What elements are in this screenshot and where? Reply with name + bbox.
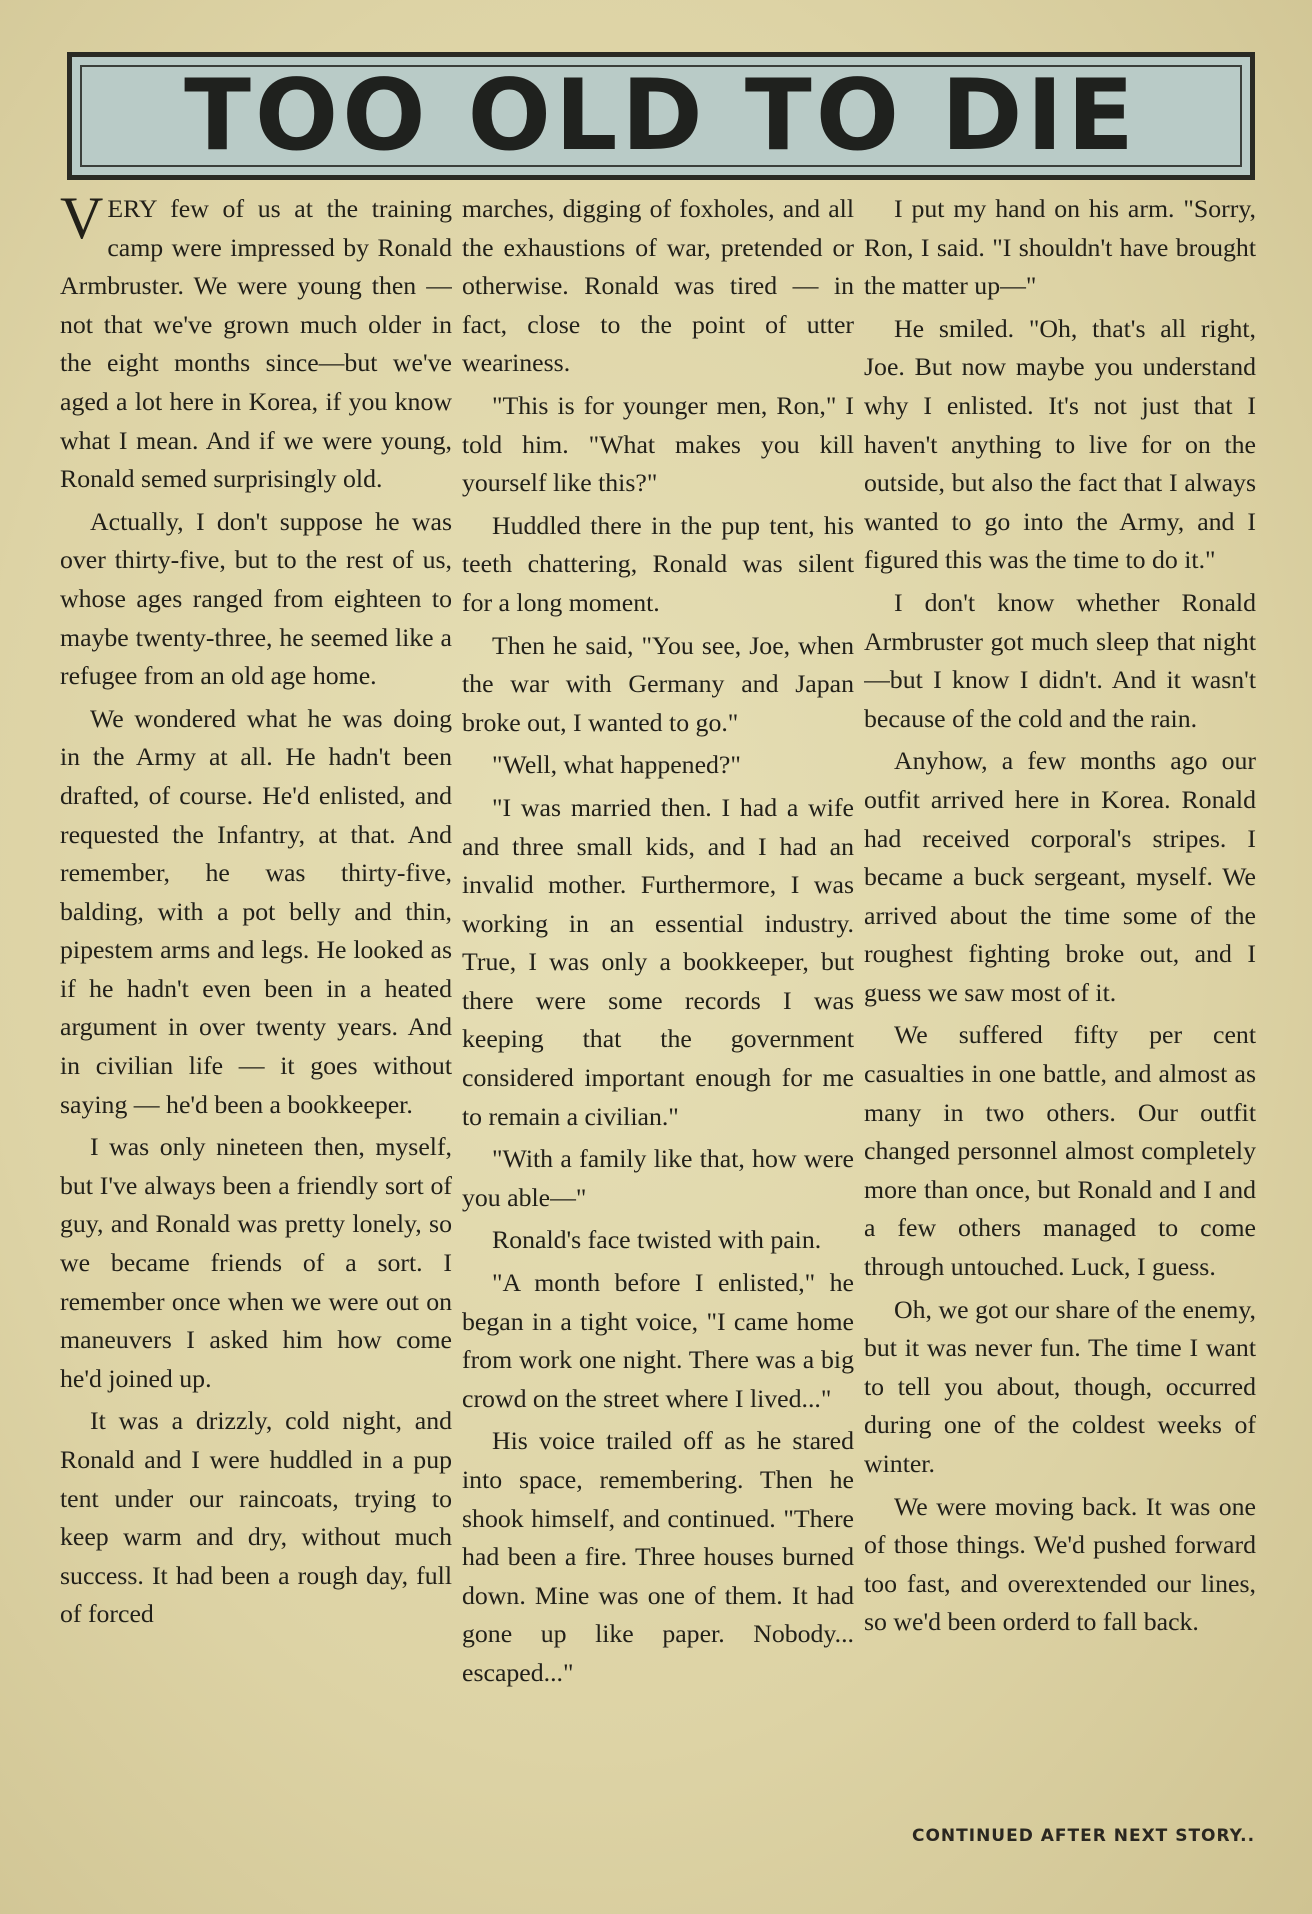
paragraph: "With a family like that, how were you able—" [462,1144,854,1212]
paragraph: "This is for younger men, Ron," I told him. "What makes you kill yourself like this?" [462,390,854,498]
column-2 [462,190,854,1810]
paragraph [60,190,452,499]
paragraph: Actually, I don't suppose he was over thirty-five, but to the rest of us, whose ages ranged from eighteen to maybe twenty-three, he seemed like a refugee from an old age home. [60,506,452,691]
story-title: TOO OLD TO DIE [184,59,1138,173]
paragraph: It was a drizzly, cold night, and Ronald and I were huddled in a pup tent under our raincoats, trying to keep warm and dry, without much success. It had been a rough day, full of forced [60,1406,452,1629]
paragraph: He smiled. "Oh, that's all right, Joe. But now maybe you understand why I enlisted. It's not just that I haven't anything to live for on the outside, but also the fact that I always wanted to go into the Army, and I figured this was the time to do it." [864,313,1256,575]
column-1 [60,190,452,1810]
paragraph: Ronald's face twisted with pain. [492,1225,822,1255]
paragraph: I don't know whether Ronald Armbruster got much sleep that night—but I know I didn't. And it wasn't because of the cold and the rain. [864,587,1256,733]
paragraph: "Well, what happened?" [492,750,741,780]
paragraph: marches, digging of foxholes, and all the exhaustions of war, pretended or otherwise. Ronald was tired — in fact, close to the point of utter weariness. [462,194,854,378]
paragraph: We were moving back. It was one of those things. We'd pushed forward too fast, and overextended our lines, so we'd been orderd to fall back. [864,1491,1256,1637]
paragraph: We suffered fifty per cent casualties in one battle, and almost as many in two others. Our outfit changed personnel almost completely more than once, but Ronald and I and a few others managed to come through untouched. Luck, I guess. [864,1020,1256,1282]
paragraph: "A month before I enlisted," he began in a tight voice, "I came home from work one night. There was a big crowd on the street where I lived..." [462,1268,854,1413]
paragraph: Anyhow, a few months ago our outfit arrived here in Korea. Ronald had received corporal's stripes. I became a buck sergeant, myself. We arrived about the time some of the roughest fighting broke out, and I guess we saw most of it. [864,746,1256,1007]
continued-notice: CONTINUED AFTER NEXT STORY.. [912,1826,1256,1846]
drop-cap: V [60,190,104,251]
paragraph: I was only nineteen then, myself, but I've always been a friendly sort of guy, and Ronald was pretty lonely, so we became friends of a sort. I remember once when we were out on maneuvers I asked him how come he'd joined up. [60,1132,452,1393]
title-banner [67,52,1255,180]
paragraph: We wondered what he was doing in the Army at all. He hadn't been drafted, of course. He'd enlisted, and requested the Infantry, at that. And remember, he was thirty-five, balding, with a pot belly and thin, pipestem arms and legs. He looked as if he hadn't even been in a heated argument in over twenty years. And in civilian life — it goes without saying — he'd been a bookkeeper. [60,703,452,1119]
paragraph: Then he said, "You see, Joe, when the war with Germany and Japan broke out, I wanted to go." [462,630,854,737]
paragraph: Oh, we got our share of the enemy, but it was never fun. The time I want to tell you about, though, occurred during one of the coldest weeks of winter. [864,1294,1256,1478]
paragraph: His voice trailed off as he stared into space, remembering. Then he shook himself, and continued. "There had been a fire. Three houses burned down. Mine was one of them. It had gone up like paper. Nobody... escaped..." [462,1426,854,1687]
paragraph-text: ERY few of us at the training camp were impressed by Ronald Armbruster. We were young then — not that we've grown much older in the eight months since—but we've aged a lot here in Korea, if you know what I mean. And if we were young, Ronald semed surprisingly old. [60,194,452,494]
story-columns [60,190,1256,1810]
column-3 [864,190,1256,1810]
paragraph: I put my hand on his arm. "Sorry, Ron, I said. "I shouldn't have brought the matter up—" [864,194,1256,301]
paragraph: Huddled there in the pup tent, his teeth chattering, Ronald was silent for a long moment. [462,510,854,617]
paragraph: "I was married then. I had a wife and three small kids, and I had an invalid mother. Furthermore, I was working in an essential industry. True, I was only a bookkeeper, but there were some records I was keeping that the government considered important enough for me to remain a civilian." [462,792,854,1131]
